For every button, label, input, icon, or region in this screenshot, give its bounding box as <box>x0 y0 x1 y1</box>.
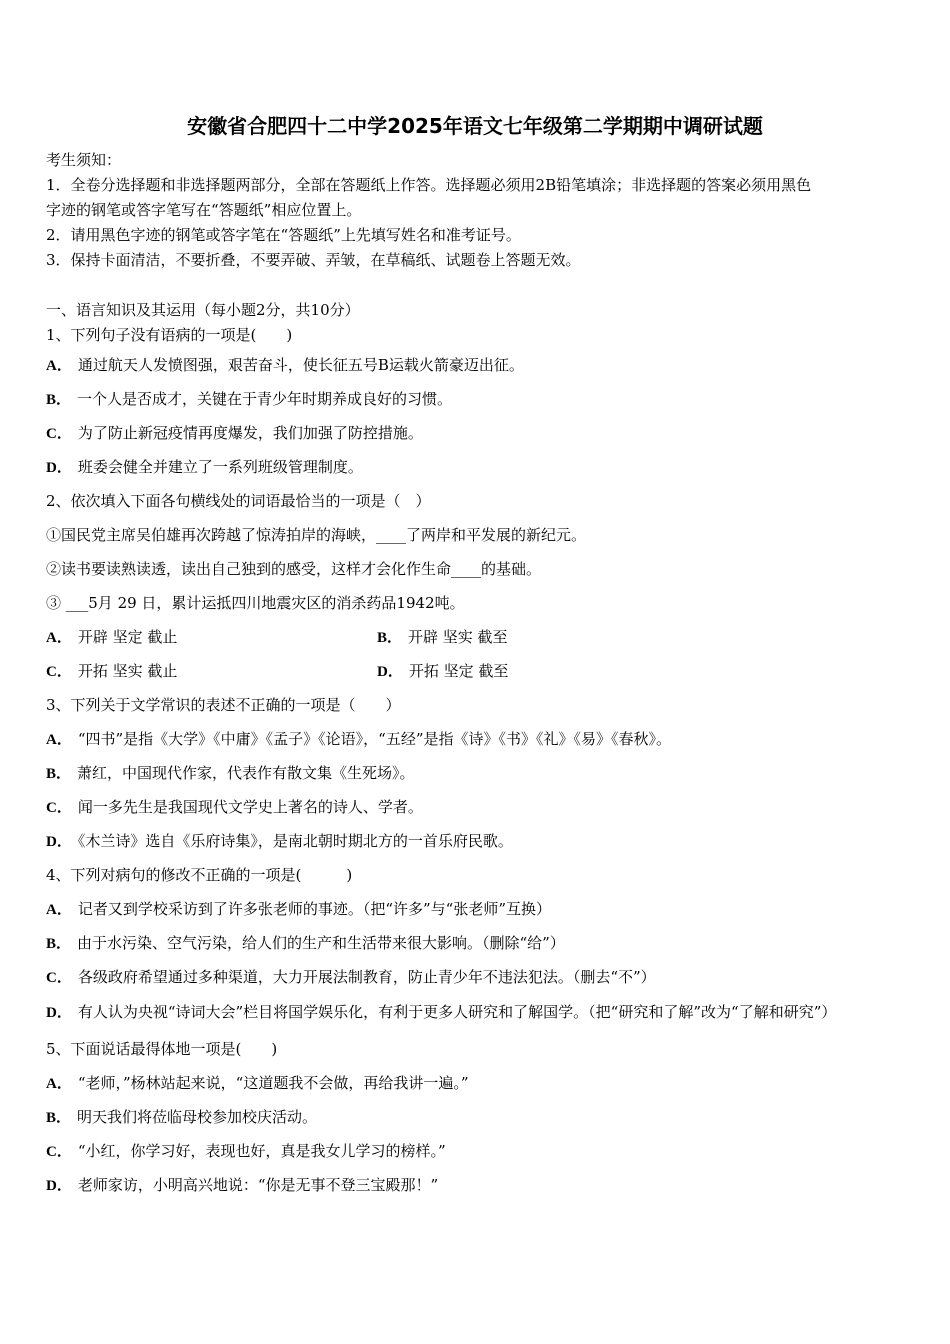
exam-page <box>46 148 906 1202</box>
note-line: 字迹的钢笔或答字笔写在“答题纸”相应位置上。 <box>46 201 362 219</box>
q1-option-d: D． 班委会健全并建立了一系列班级管理制度。 <box>46 458 363 476</box>
q5-option-b: B． 明天我们将莅临母校参加校庆活动。 <box>46 1108 318 1126</box>
q1-option-c: C． 为了防止新冠疫情再度爆发，我们加强了防控措施。 <box>46 424 423 442</box>
question-1-stem: 1、下列句子没有语病的一项是( ) <box>46 326 293 344</box>
note-line: 2．请用黑色字迹的钢笔或答字笔在“答题纸”上先填写姓名和准考证号。 <box>46 226 521 244</box>
q5-option-a: A． “老师，”杨林站起来说，“这道题我不会做，再给我讲一遍。” <box>46 1074 469 1092</box>
q5-option-d: D． 老师家访，小明高兴地说：“你是无事不登三宝殿那！” <box>46 1176 439 1194</box>
q1-option-a: A． 通过航天人发愤图强，艰苦奋斗，使长征五号B运载火箭豪迈出征。 <box>46 356 524 374</box>
q2-option-c: C． 开拓 坚实 截止 <box>46 662 178 680</box>
q2-option-d: D． 开拓 坚定 截至 <box>377 662 509 680</box>
notes-heading: 考生须知： <box>46 151 122 169</box>
q4-option-a: A． 记者又到学校采访到了许多张老师的事迹。（把“许多”与“张老师”互换） <box>46 900 552 918</box>
q4-option-d: D． 有人认为央视“诗词大会”栏目将国学娱乐化，有利于更多人研究和了解国学。（把“研究和了解”改为“了解和研究”） <box>46 1003 837 1021</box>
exam-title: 安徽省合肥四十二中学2025年语文七年级第二学期期中调研试题 <box>187 114 763 138</box>
q4-option-c: C． 各级政府希望通过多种渠道，大力开展法制教育，防止青少年不违法犯法。（删去“不”） <box>46 968 656 986</box>
q3-option-a: A． “四书”是指《大学》《中庸》《孟子》《论语》，“五经”是指《诗》《书》《礼》《易》《春秋》。 <box>46 730 672 748</box>
q2-sentence: ②读书要读熟读透，读出自己独到的感受，这样才会化作生命____的基础。 <box>46 560 542 578</box>
note-line: 3．保持卡面清洁，不要折叠，不要弄破、弄皱，在草稿纸、试题卷上答题无效。 <box>46 251 581 269</box>
q2-sentence: ③ ___5月 29 日，累计运抵四川地震灾区的消杀药品1942吨。 <box>46 594 465 612</box>
question-2-stem: 2、依次填入下面各句横线处的词语最恰当的一项是（ ） <box>46 492 431 510</box>
q5-option-c: C． “小红，你学习好，表现也好，真是我女儿学习的榜样。” <box>46 1142 446 1160</box>
q2-sentence: ①国民党主席吴伯雄再次跨越了惊涛拍岸的海峡，____了两岸和平发展的新纪元。 <box>46 526 587 544</box>
q3-option-c: C． 闻一多先生是我国现代文学史上著名的诗人、学者。 <box>46 798 423 816</box>
q3-option-b: B． 萧红，中国现代作家，代表作有散文集《生死场》。 <box>46 764 415 782</box>
q2-option-a: A． 开辟 坚定 截止 <box>46 628 178 646</box>
question-5-stem: 5、下面说话最得体地一项是( ) <box>46 1040 278 1058</box>
question-4-stem: 4、下列对病句的修改不正确的一项是( ) <box>46 866 353 884</box>
q4-option-b: B． 由于水污染、空气污染，给人们的生产和生活带来很大影响。（删除“给”） <box>46 934 565 952</box>
section-heading: 一、语言知识及其运用（每小题2分，共10分） <box>46 301 360 319</box>
q3-option-d: D． 《木兰诗》选自《乐府诗集》，是南北朝时期北方的一首乐府民歌。 <box>46 832 513 850</box>
q1-option-b: B． 一个人是否成才，关键在于青少年时期养成良好的习惯。 <box>46 390 453 408</box>
question-3-stem: 3、下列关于文学常识的表述不正确的一项是（ ） <box>46 696 401 714</box>
note-line: 1．全卷分选择题和非选择题两部分，全部在答题纸上作答。选择题必须用2B铅笔填涂；非选择题的答案必须用黑色 <box>46 176 812 194</box>
q2-option-b: B． 开辟 坚实 截至 <box>377 628 508 646</box>
